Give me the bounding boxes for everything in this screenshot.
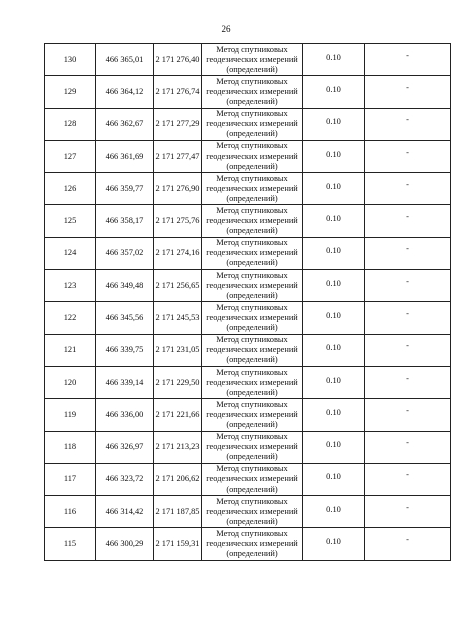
accuracy-cell-text: 0.10 — [326, 117, 341, 127]
method-line: Метод спутниковых — [216, 76, 288, 86]
note-cell-text: - — [406, 470, 409, 480]
accuracy-cell — [303, 496, 365, 528]
method-cell — [202, 431, 303, 463]
method-line: (определений) — [226, 419, 278, 429]
coordinates-table-body — [45, 44, 451, 561]
x-coordinate-cell: 466 345,56 — [96, 302, 154, 334]
method-line: Метод спутниковых — [216, 528, 288, 538]
x-coordinate-cell: 466 314,42 — [96, 496, 154, 528]
method-line: геодезических измерений — [206, 280, 298, 290]
accuracy-cell — [303, 237, 365, 269]
accuracy-cell — [303, 205, 365, 237]
accuracy-cell-text: 0.10 — [326, 537, 341, 547]
y-coordinate-cell: 2 171 275,76 — [154, 205, 202, 237]
point-number-cell: 124 — [45, 237, 96, 269]
note-cell-text: - — [406, 373, 409, 383]
method-cell — [202, 205, 303, 237]
y-coordinate-cell: 2 171 277,29 — [154, 108, 202, 140]
y-coordinate-cell: 2 171 245,53 — [154, 302, 202, 334]
note-cell — [365, 496, 451, 528]
method-line: (определений) — [226, 387, 278, 397]
point-number-cell: 116 — [45, 496, 96, 528]
method-line: геодезических измерений — [206, 54, 298, 64]
table-row — [45, 108, 451, 140]
y-coordinate-cell: 2 171 206,62 — [154, 463, 202, 495]
coordinates-table — [44, 43, 451, 561]
note-cell-text: - — [406, 438, 409, 448]
accuracy-cell-text: 0.10 — [326, 504, 341, 514]
method-line: Метод спутниковых — [216, 367, 288, 377]
method-cell — [202, 528, 303, 560]
note-cell — [365, 302, 451, 334]
note-cell — [365, 205, 451, 237]
accuracy-cell-text: 0.10 — [326, 181, 341, 191]
note-cell-text: - — [406, 147, 409, 157]
note-cell-text: - — [406, 179, 409, 189]
x-coordinate-cell: 466 359,77 — [96, 173, 154, 205]
accuracy-cell — [303, 108, 365, 140]
method-line: Метод спутниковых — [216, 141, 288, 151]
method-line: геодезических измерений — [206, 345, 298, 355]
method-line: геодезических измерений — [206, 312, 298, 322]
method-cell — [202, 140, 303, 172]
accuracy-cell-text: 0.10 — [326, 343, 341, 353]
y-coordinate-cell: 2 171 231,05 — [154, 334, 202, 366]
note-cell-text: - — [406, 535, 409, 545]
note-cell — [365, 108, 451, 140]
method-cell — [202, 463, 303, 495]
method-line: (определений) — [226, 161, 278, 171]
table-row — [45, 302, 451, 334]
method-line: геодезических измерений — [206, 377, 298, 387]
x-coordinate-cell: 466 326,97 — [96, 431, 154, 463]
table-row — [45, 366, 451, 398]
y-coordinate-cell: 2 171 274,16 — [154, 237, 202, 269]
method-line: геодезических измерений — [206, 119, 298, 129]
x-coordinate-cell: 466 349,48 — [96, 270, 154, 302]
method-line: геодезических измерений — [206, 183, 298, 193]
table-row — [45, 76, 451, 108]
note-cell — [365, 173, 451, 205]
y-coordinate-cell: 2 171 221,66 — [154, 399, 202, 431]
note-cell — [365, 463, 451, 495]
accuracy-cell-text: 0.10 — [326, 310, 341, 320]
table-row — [45, 528, 451, 560]
point-number-cell: 128 — [45, 108, 96, 140]
note-cell — [365, 237, 451, 269]
note-cell — [365, 270, 451, 302]
method-cell — [202, 76, 303, 108]
method-line: геодезических измерений — [206, 474, 298, 484]
x-coordinate-cell: 466 362,67 — [96, 108, 154, 140]
note-cell — [365, 528, 451, 560]
note-cell — [365, 399, 451, 431]
method-cell — [202, 334, 303, 366]
accuracy-cell-text: 0.10 — [326, 440, 341, 450]
accuracy-cell — [303, 44, 365, 76]
method-line: (определений) — [226, 258, 278, 268]
method-cell — [202, 44, 303, 76]
table-row — [45, 237, 451, 269]
method-line: геодезических измерений — [206, 409, 298, 419]
y-coordinate-cell: 2 171 187,85 — [154, 496, 202, 528]
x-coordinate-cell: 466 357,02 — [96, 237, 154, 269]
note-cell-text: - — [406, 276, 409, 286]
accuracy-cell-text: 0.10 — [326, 407, 341, 417]
note-cell-text: - — [406, 308, 409, 318]
x-coordinate-cell: 466 361,69 — [96, 140, 154, 172]
note-cell-text: - — [406, 244, 409, 254]
note-cell — [365, 334, 451, 366]
accuracy-cell — [303, 173, 365, 205]
accuracy-cell — [303, 399, 365, 431]
y-coordinate-cell: 2 171 229,50 — [154, 366, 202, 398]
accuracy-cell-text: 0.10 — [326, 149, 341, 159]
method-cell — [202, 366, 303, 398]
method-cell — [202, 173, 303, 205]
table-row — [45, 496, 451, 528]
method-line: (определений) — [226, 64, 278, 74]
note-cell-text: - — [406, 502, 409, 512]
accuracy-cell — [303, 431, 365, 463]
method-line: (определений) — [226, 193, 278, 203]
table-row — [45, 173, 451, 205]
method-line: (определений) — [226, 484, 278, 494]
method-line: Метод спутниковых — [216, 44, 288, 54]
method-line: геодезических измерений — [206, 539, 298, 549]
note-cell — [365, 366, 451, 398]
method-line: геодезических измерений — [206, 151, 298, 161]
accuracy-cell — [303, 528, 365, 560]
method-line: геодезических измерений — [206, 506, 298, 516]
accuracy-cell-text: 0.10 — [326, 246, 341, 256]
method-line: Метод спутниковых — [216, 270, 288, 280]
accuracy-cell-text: 0.10 — [326, 472, 341, 482]
method-line: (определений) — [226, 452, 278, 462]
y-coordinate-cell: 2 171 277,47 — [154, 140, 202, 172]
method-line: (определений) — [226, 516, 278, 526]
method-line: Метод спутниковых — [216, 399, 288, 409]
y-coordinate-cell: 2 171 213,23 — [154, 431, 202, 463]
accuracy-cell-text: 0.10 — [326, 214, 341, 224]
y-coordinate-cell: 2 171 256,65 — [154, 270, 202, 302]
note-cell — [365, 44, 451, 76]
accuracy-cell — [303, 334, 365, 366]
note-cell-text: - — [406, 212, 409, 222]
note-cell — [365, 140, 451, 172]
method-line: Метод спутниковых — [216, 173, 288, 183]
x-coordinate-cell: 466 365,01 — [96, 44, 154, 76]
note-cell-text: - — [406, 50, 409, 60]
y-coordinate-cell: 2 171 276,40 — [154, 44, 202, 76]
point-number-cell: 117 — [45, 463, 96, 495]
accuracy-cell — [303, 140, 365, 172]
method-line: геодезических измерений — [206, 248, 298, 258]
method-line: (определений) — [226, 290, 278, 300]
x-coordinate-cell: 466 336,00 — [96, 399, 154, 431]
point-number-cell: 127 — [45, 140, 96, 172]
point-number-cell: 129 — [45, 76, 96, 108]
accuracy-cell — [303, 76, 365, 108]
method-cell — [202, 302, 303, 334]
note-cell-text: - — [406, 82, 409, 92]
note-cell-text: - — [406, 405, 409, 415]
method-line: (определений) — [226, 129, 278, 139]
x-coordinate-cell: 466 364,12 — [96, 76, 154, 108]
note-cell-text: - — [406, 115, 409, 125]
method-line: Метод спутниковых — [216, 432, 288, 442]
method-line: Метод спутниковых — [216, 238, 288, 248]
method-line: Метод спутниковых — [216, 464, 288, 474]
note-cell — [365, 431, 451, 463]
y-coordinate-cell: 2 171 276,90 — [154, 173, 202, 205]
method-line: Метод спутниковых — [216, 109, 288, 119]
point-number-cell: 130 — [45, 44, 96, 76]
table-row — [45, 140, 451, 172]
table-row — [45, 463, 451, 495]
method-line: (определений) — [226, 323, 278, 333]
note-cell — [365, 76, 451, 108]
page-number: 26 — [221, 24, 231, 34]
x-coordinate-cell: 466 300,29 — [96, 528, 154, 560]
method-line: Метод спутниковых — [216, 335, 288, 345]
table-row — [45, 205, 451, 237]
method-line: (определений) — [226, 355, 278, 365]
point-number-cell: 125 — [45, 205, 96, 237]
point-number-cell: 122 — [45, 302, 96, 334]
accuracy-cell — [303, 463, 365, 495]
accuracy-cell — [303, 302, 365, 334]
table-row — [45, 270, 451, 302]
method-cell — [202, 496, 303, 528]
method-line: Метод спутниковых — [216, 302, 288, 312]
note-cell-text: - — [406, 341, 409, 351]
x-coordinate-cell: 466 339,75 — [96, 334, 154, 366]
method-line: (определений) — [226, 96, 278, 106]
point-number-cell: 119 — [45, 399, 96, 431]
table-row — [45, 44, 451, 76]
method-line: геодезических измерений — [206, 442, 298, 452]
point-number-cell: 120 — [45, 366, 96, 398]
x-coordinate-cell: 466 339,14 — [96, 366, 154, 398]
method-cell — [202, 399, 303, 431]
method-line: (определений) — [226, 226, 278, 236]
method-line: (определений) — [226, 549, 278, 559]
method-cell — [202, 237, 303, 269]
point-number-cell: 121 — [45, 334, 96, 366]
method-cell — [202, 270, 303, 302]
point-number-cell: 123 — [45, 270, 96, 302]
y-coordinate-cell: 2 171 159,31 — [154, 528, 202, 560]
point-number-cell: 115 — [45, 528, 96, 560]
method-line: Метод спутниковых — [216, 206, 288, 216]
accuracy-cell-text: 0.10 — [326, 84, 341, 94]
table-row — [45, 334, 451, 366]
point-number-cell: 118 — [45, 431, 96, 463]
table-row — [45, 431, 451, 463]
accuracy-cell-text: 0.10 — [326, 278, 341, 288]
accuracy-cell-text: 0.10 — [326, 375, 341, 385]
method-line: геодезических измерений — [206, 86, 298, 96]
table-row — [45, 399, 451, 431]
accuracy-cell — [303, 366, 365, 398]
method-line: геодезических измерений — [206, 216, 298, 226]
accuracy-cell — [303, 270, 365, 302]
x-coordinate-cell: 466 323,72 — [96, 463, 154, 495]
y-coordinate-cell: 2 171 276,74 — [154, 76, 202, 108]
x-coordinate-cell: 466 358,17 — [96, 205, 154, 237]
accuracy-cell-text: 0.10 — [326, 52, 341, 62]
point-number-cell: 126 — [45, 173, 96, 205]
method-line: Метод спутниковых — [216, 496, 288, 506]
method-cell — [202, 108, 303, 140]
